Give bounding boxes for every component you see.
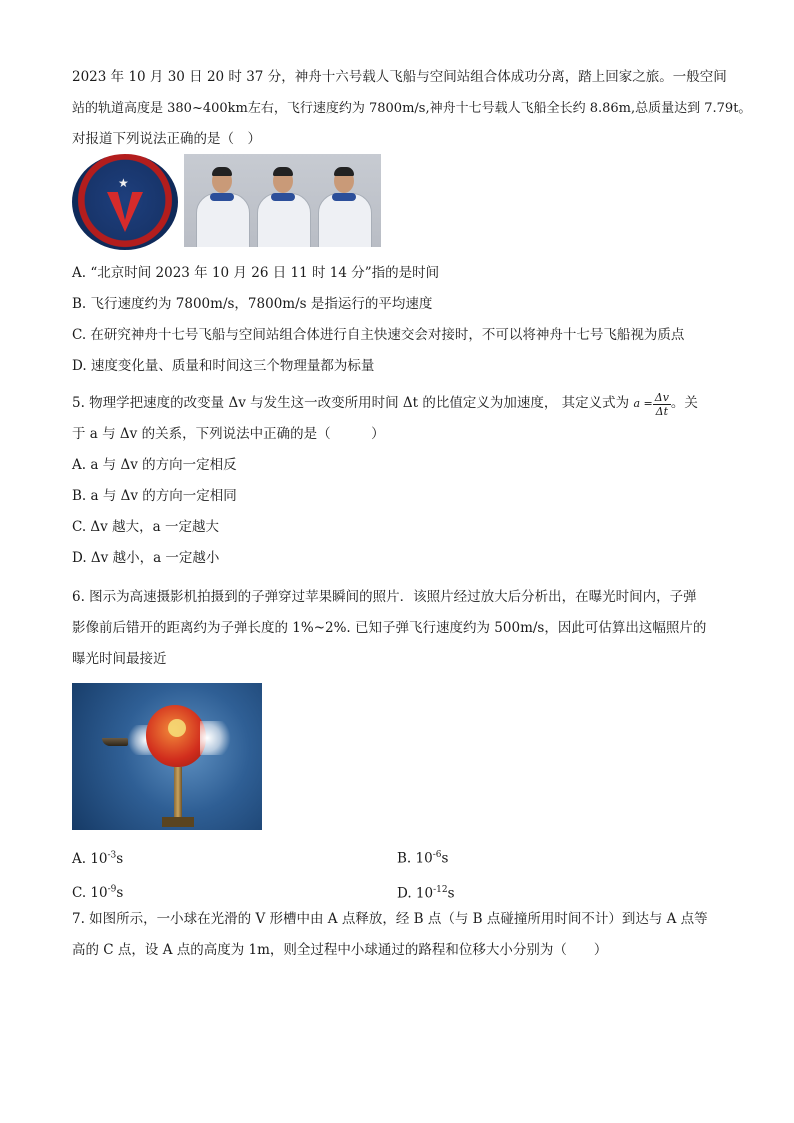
q6-stem-line-3: 曝光时间最接近: [72, 651, 167, 667]
bullet-icon: [102, 738, 128, 746]
q5-stem-line-1: [72, 388, 732, 419]
q4-stem-line-1: 2023 年 10 月 30 日 20 时 37 分，神舟十六号载人飞船与空间站组合体成功分离，踏上回家之旅。一般空间: [72, 69, 727, 85]
question-4: [72, 62, 752, 155]
formula-lhs: a =: [633, 397, 653, 410]
formula-numerator: Δv: [654, 390, 669, 404]
q7-stem-line-2: 高的 C 点，设 A 点的高度为 1m，则全过程中小球通过的路程和位移大小分别为（ ）: [72, 942, 608, 958]
q6-options: [72, 840, 732, 909]
q4-option-d: D. 速度变化量、质量和时间这三个物理量都为标量: [72, 358, 375, 374]
mission-emblem-image: [72, 154, 178, 250]
q4-option-a: A. “北京时间 2023 年 10 月 26 日 11 时 14 分”指的是时间: [72, 265, 440, 281]
q5-option-c: C. Δv 越大，a 一定越大: [72, 519, 219, 535]
q4-stem-line-2: 站的轨道高度是 380~400km左右，飞行速度约为 7800m/s,神舟十七号载人飞船全长约 8.86m,总质量达到 7.79t。: [72, 101, 752, 116]
question-6: [72, 582, 732, 675]
bullet-apple-photo: [72, 683, 262, 830]
astronauts-photo: [184, 154, 381, 247]
astronaut-figure: [194, 163, 250, 247]
q6-option-c: C. $10^{-9}s$: [72, 884, 124, 901]
star-icon: ★: [118, 176, 129, 190]
q5-option-a: A. a 与 Δv 的方向一定相反: [72, 457, 237, 473]
q6-stem-line-2: 影像前后错开的距离约为子弹长度的 1%~2%. 已知子弹飞行速度约为 500m/s，因此可估算出这幅照片的: [72, 620, 707, 636]
q7-stem-line-1: 7. 如图所示，一小球在光滑的 V 形槽中由 A 点释放，经 B 点（与 B 点碰撞所用时间不计）到达与 A 点等: [72, 911, 708, 927]
question-7: [72, 904, 732, 966]
v-emblem-icon: [107, 192, 143, 232]
q5-option-d: D. Δv 越小，a 一定越小: [72, 550, 220, 566]
question-5: [72, 388, 732, 574]
q6-option-b: B. $10^{-6}s$: [397, 850, 449, 867]
q4-option-c: C. 在研究神舟十七号飞船与空间站组合体进行自主快速交会对接时，不可以将神舟十七号飞船视为质点: [72, 327, 685, 343]
astronaut-figure: [255, 163, 311, 247]
astronaut-figure: [316, 163, 372, 247]
q5-stem-tail: 。关: [670, 395, 698, 411]
q6-stem-line-1: 6. 图示为高速摄影机拍摄到的子弹穿过苹果瞬间的照片．该照片经过放大后分析出，在曝光时间内，子弹: [72, 589, 697, 605]
formula-fraction: [653, 391, 671, 418]
q6-options-row-1: [72, 840, 732, 875]
q5-stem-text: 5. 物理学把速度的改变量 Δv 与发生这一改变所用时间 Δt 的比值定义为加速度， 其定义式为: [72, 395, 634, 411]
formula-denominator: Δt: [655, 404, 669, 418]
q4-stem-line-3: 对报道下列说法正确的是（ ）: [72, 131, 261, 147]
q5-stem-line-2: 于 a 与 Δv 的关系，下列说法中正确的是（ ）: [72, 426, 385, 442]
q5-option-b: B. a 与 Δv 的方向一定相同: [72, 488, 237, 504]
q6-option-a: A. $10^{-3}s$: [72, 850, 124, 867]
q4-options: [72, 258, 732, 382]
q4-option-b: B. 飞行速度约为 7800m/s，7800m/s 是指运行的平均速度: [72, 296, 433, 312]
stand-icon: [174, 767, 182, 819]
q6-option-d: D. $10^{-12}s$: [397, 884, 455, 901]
